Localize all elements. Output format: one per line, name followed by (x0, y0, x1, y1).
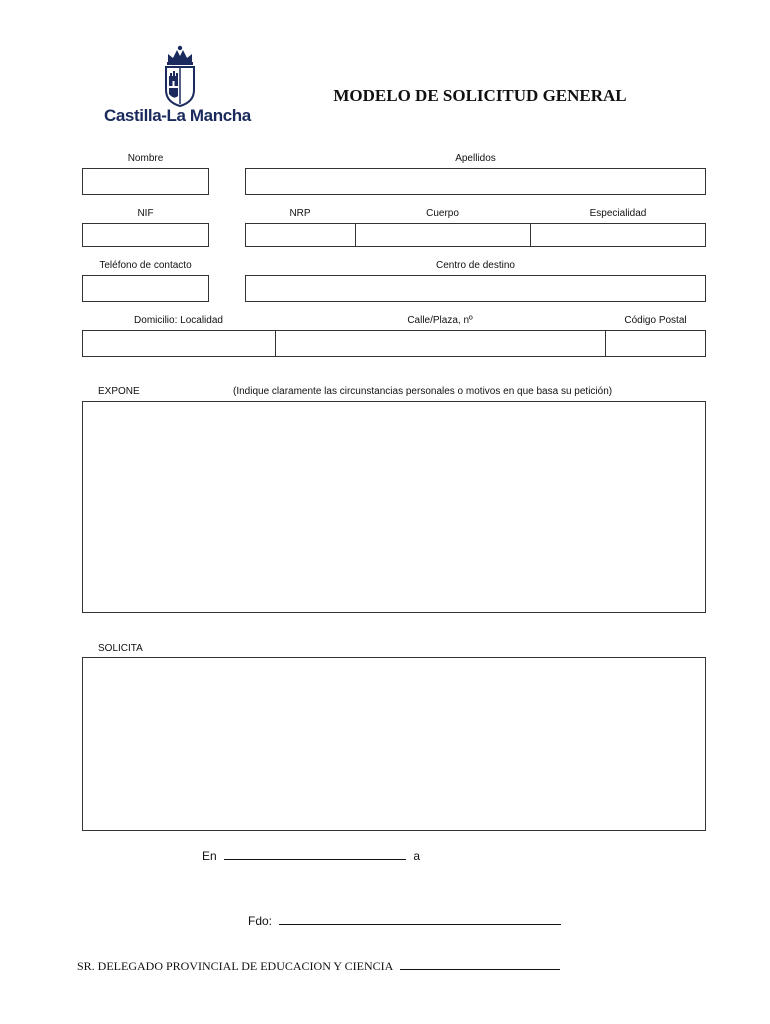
expone-hint: (Indique claramente las circunstancias personales o motivos en que basa su petición) (233, 386, 613, 397)
nombre-field[interactable] (82, 168, 209, 195)
calle-label: Calle/Plaza, nº (407, 315, 473, 326)
signature-line[interactable] (279, 912, 561, 925)
en-row (202, 847, 420, 863)
expone-textarea[interactable] (82, 401, 706, 613)
codigo-postal-label: Código Postal (624, 315, 687, 326)
cuerpo-field[interactable] (355, 223, 531, 247)
solicita-label: SOLICITA (98, 643, 143, 654)
codigo-postal-field[interactable] (605, 330, 706, 357)
footer-recipient (77, 957, 560, 974)
calle-field[interactable] (275, 330, 606, 357)
centro-label: Centro de destino (436, 260, 515, 271)
nombre-label: Nombre (127, 153, 164, 164)
page-title: MODELO DE SOLICITUD GENERAL (333, 86, 627, 105)
nrp-field[interactable] (245, 223, 356, 247)
place-line[interactable] (224, 847, 406, 860)
apellidos-field[interactable] (245, 168, 706, 195)
en-label: En (202, 849, 217, 863)
footer-line[interactable] (400, 957, 560, 970)
especialidad-label: Especialidad (589, 208, 647, 219)
especialidad-field[interactable] (530, 223, 706, 247)
domicilio-label: Domicilio: Localidad (134, 315, 223, 326)
coat-of-arms-logo (160, 44, 200, 108)
nif-label: NIF (137, 208, 154, 219)
footer-text: SR. DELEGADO PROVINCIAL DE EDUCACION Y CIENCIA (77, 959, 393, 973)
a-label: a (413, 849, 421, 863)
cuerpo-label: Cuerpo (426, 208, 459, 219)
fdo-row (248, 912, 561, 928)
telefono-label: Teléfono de contacto (99, 260, 192, 271)
solicita-textarea[interactable] (82, 657, 706, 831)
nif-field[interactable] (82, 223, 209, 247)
expone-label: EXPONE (98, 386, 140, 397)
fdo-label: Fdo: (248, 914, 273, 928)
logo-text: Castilla-La Mancha (104, 106, 251, 125)
domicilio-field[interactable] (82, 330, 276, 357)
nrp-label: NRP (289, 208, 311, 219)
apellidos-label: Apellidos (455, 153, 496, 164)
centro-field[interactable] (245, 275, 706, 302)
telefono-field[interactable] (82, 275, 209, 302)
